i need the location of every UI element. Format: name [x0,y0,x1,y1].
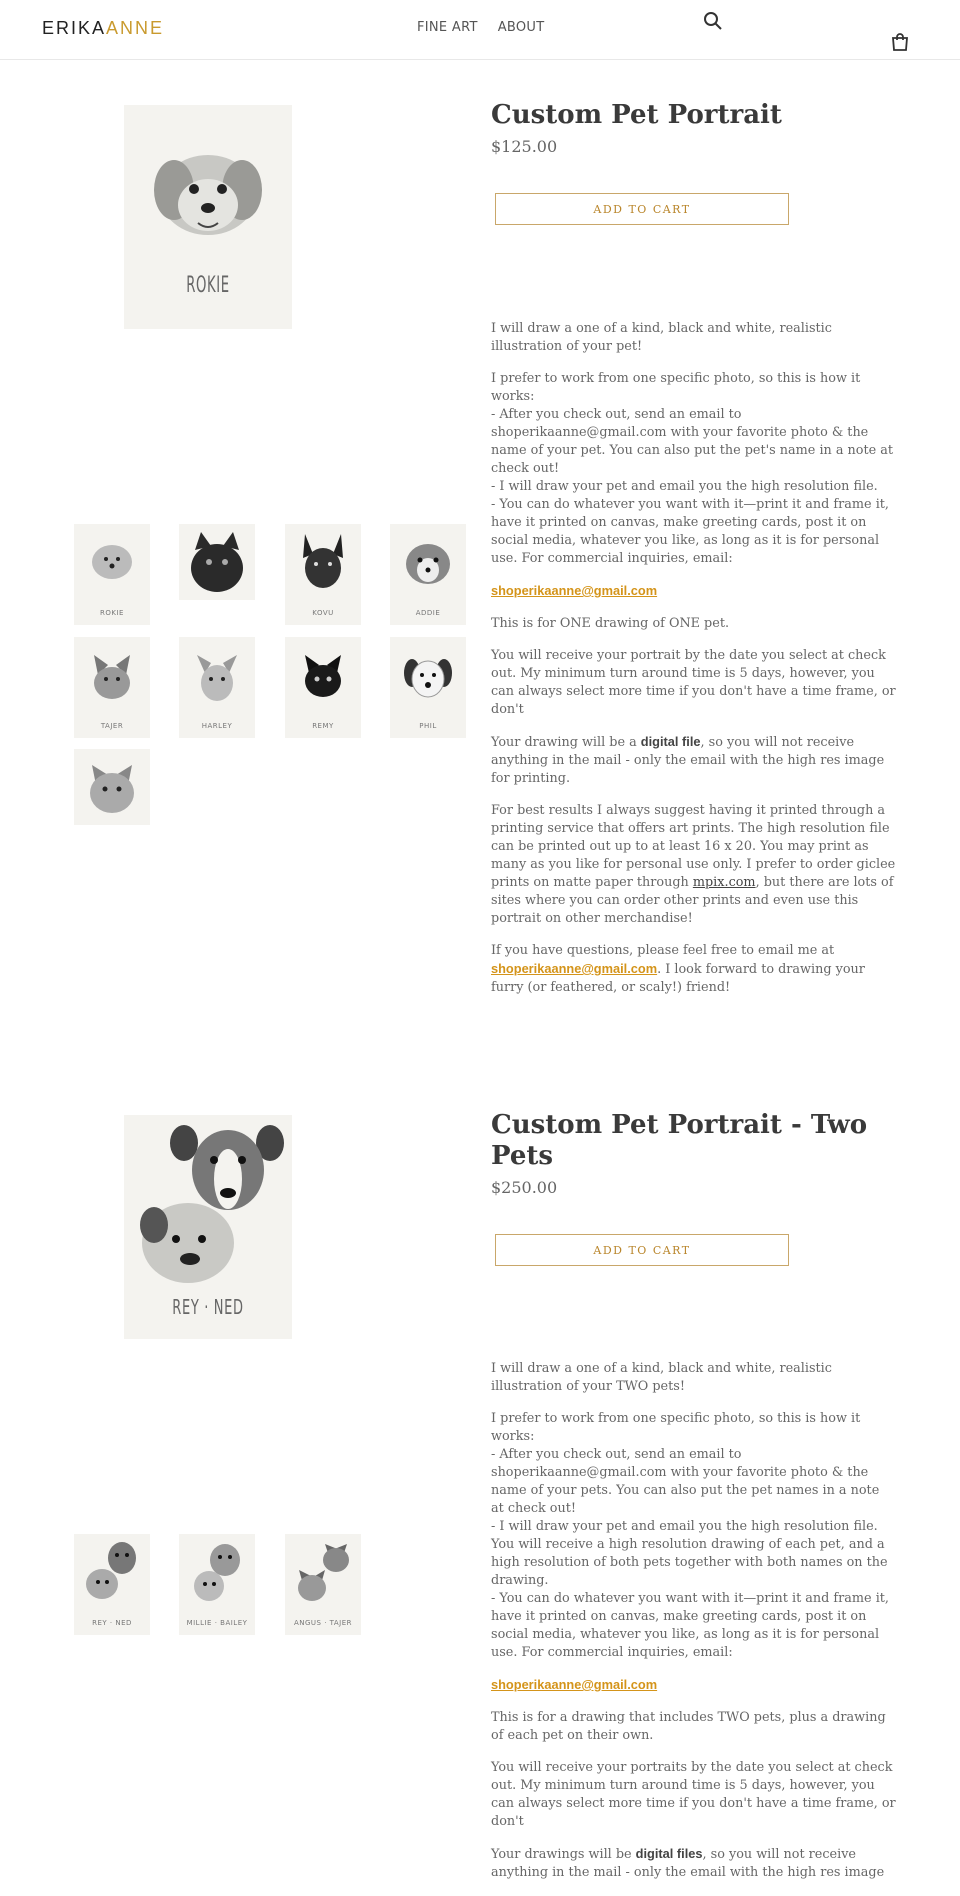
product-description [491,320,896,1011]
thumbnail-3[interactable] [285,524,361,625]
thumb-dog-icon [390,524,466,600]
description-two-pets: This is for a drawing that includes TWO pets, plus a drawing of each pet on their own. [491,1710,886,1743]
thumbnail-caption: ANGUS · TAJER [293,1619,353,1627]
mpix-link[interactable]: mpix.com [692,875,756,890]
thumbnail-7[interactable] [285,637,361,738]
thumbnail-6[interactable] [179,637,255,738]
text-fragment: , so you will not receive anything in the mail - only the email with the high res image for printing. [491,735,885,786]
thumbnail-caption: TAJER [100,722,124,730]
thumbnail-2[interactable] [179,524,255,600]
text-fragment: Your drawings will be [491,1847,636,1862]
description-one-pet: This is for ONE drawing of ONE pet. [491,616,730,631]
thumbnail-2[interactable] [179,1534,255,1635]
process-line: - After you check out, send an email to shoperikaanne@gmail.com with your favorite photo & the name of your pets. You can also put the pet names in a note at check out! [491,1447,880,1516]
text-fragment: . I look forward to drawing your furry (or feathered, or scaly!) friend! [491,962,865,995]
product-info [491,1110,896,1880]
logo-text-primary: ERIKA [42,18,107,38]
text-fragment: Your drawing will be a [491,735,641,750]
process-line: I prefer to work from one specific photo, so this is how it works: [491,371,861,404]
thumb-cat-icon [74,749,150,825]
process-line: - You can do whatever you want with it—print it and frame it, have it printed on canvas, make greeting cards, post it on social media, whatever you like, as long as it is for personal use. For commercial inquiries, email: [491,1591,889,1660]
thumbnail-caption: ROKIE [100,609,124,617]
text-fragment: , so you will not receive anything in the mail - only the email with the high res image [491,1847,885,1880]
thumbnail-1[interactable] [74,524,150,625]
digital-file-emphasis: digital files [635,1846,703,1861]
product-price: $250.00 [491,1178,558,1197]
text-fragment: For best results I always suggest having it printed through a printing service that offers art prints. The high resolution file can be printed out up to at least 16 x 20. You may print as many as you like for personal use only. I prefer to order giclee prints on matte paper through [491,803,896,890]
description-intro: I will draw a one of a kind, black and white, realistic illustration of your TWO pets! [491,1361,832,1394]
product-title: Custom Pet Portrait - Two Pets [491,1110,868,1171]
description-process [491,370,896,568]
nav-fine-art[interactable]: FINE ART [417,20,478,35]
product-price: $125.00 [491,137,558,156]
logo-text-accent: ANNE [106,18,165,38]
thumb-cat-icon [179,524,255,600]
site-logo[interactable] [42,18,164,39]
description-process [491,1410,896,1662]
thumbnail-caption: HARLEY [201,722,233,730]
description-intro: I will draw a one of a kind, black and white, realistic illustration of your pet! [491,321,832,354]
description-timing: You will receive your portraits by the date you select at check out. My minimum turn around time is 5 days, however, you can always select more time if you don't have a time frame, or don't [491,1760,896,1829]
thumb-dog-icon [179,637,255,713]
description-digital [491,1845,896,1882]
thumbnail-8[interactable] [390,637,466,738]
thumbnail-9[interactable] [74,749,150,825]
site-header [0,0,960,60]
product-image-caption: ROKIE [186,273,230,298]
search-icon[interactable] [702,10,724,32]
thumb-two-dogs-icon [179,1534,255,1610]
process-line: - I will draw your pet and email you the high resolution file. [491,479,878,494]
thumbnail-caption: ADDIE [415,609,441,617]
thumbnail-4[interactable] [390,524,466,625]
product-info [491,100,896,995]
cart-icon[interactable] [890,32,910,52]
text-fragment: , but there are lots of sites where you can order other prints and even use this portrait on other merchandise! [491,875,894,926]
contact-email-link[interactable]: shoperikaanne@gmail.com [491,1677,658,1692]
product-image-caption: REY · NED [172,1295,244,1319]
contact-email-link[interactable]: shoperikaanne@gmail.com [491,583,658,598]
main-nav [417,20,544,35]
process-line: - You can do whatever you want with it—print it and frame it, have it printed on canvas, make greeting cards, post it on social media, whatever you like, as long as it is for personal use. For commercial inquiries, email: [491,497,889,566]
description-timing: You will receive your portrait by the date you select at check out. My minimum turn around time is 5 days, however, you can always select more time if you don't have a time frame, or don't [491,648,896,717]
thumb-dog-icon [285,524,361,600]
thumb-dog-icon [390,637,466,713]
product-main-image[interactable] [124,1115,292,1339]
thumbnail-caption: REY · NED [92,1619,132,1627]
thumb-two-dogs-icon [74,1534,150,1610]
add-to-cart-button[interactable]: ADD TO CART [495,193,789,225]
thumb-cat-icon [74,637,150,713]
thumb-cat-icon [285,637,361,713]
thumbnail-caption: MILLIE · BAILEY [186,1619,248,1627]
process-line: - I will draw your pet and email you the high resolution file. You will receive a high resolution drawing of each pet, and a high resolution of both pets together with both names on the drawing. [491,1519,888,1588]
product-main-image[interactable] [124,105,292,329]
text-fragment: If you have questions, please feel free to email me at [491,943,835,958]
thumbnail-5[interactable] [74,637,150,738]
description-questions [491,942,896,997]
thumbnail-3[interactable] [285,1534,361,1635]
thumb-two-cats-icon [285,1534,361,1610]
product-title: Custom Pet Portrait [491,100,782,130]
process-line: - After you check out, send an email to shoperikaanne@gmail.com with your favorite photo & the name of your pet. You can also put the pet's name in a note at check out! [491,407,894,476]
thumbnail-caption: REMY [312,722,334,730]
thumbnail-caption: KOVU [312,609,334,617]
thumbnail-1[interactable] [74,1534,150,1635]
process-line: I prefer to work from one specific photo, so this is how it works: [491,1411,861,1444]
digital-file-emphasis: digital file [640,734,701,749]
nav-about[interactable]: ABOUT [497,20,545,35]
thumbnail-caption: PHIL [419,722,437,730]
description-printing [491,802,896,928]
add-to-cart-button[interactable]: ADD TO CART [495,1234,789,1266]
description-digital [491,733,896,788]
thumb-dog-icon [74,524,150,594]
product-description [491,1360,896,1896]
contact-email-link[interactable]: shoperikaanne@gmail.com [491,961,658,976]
